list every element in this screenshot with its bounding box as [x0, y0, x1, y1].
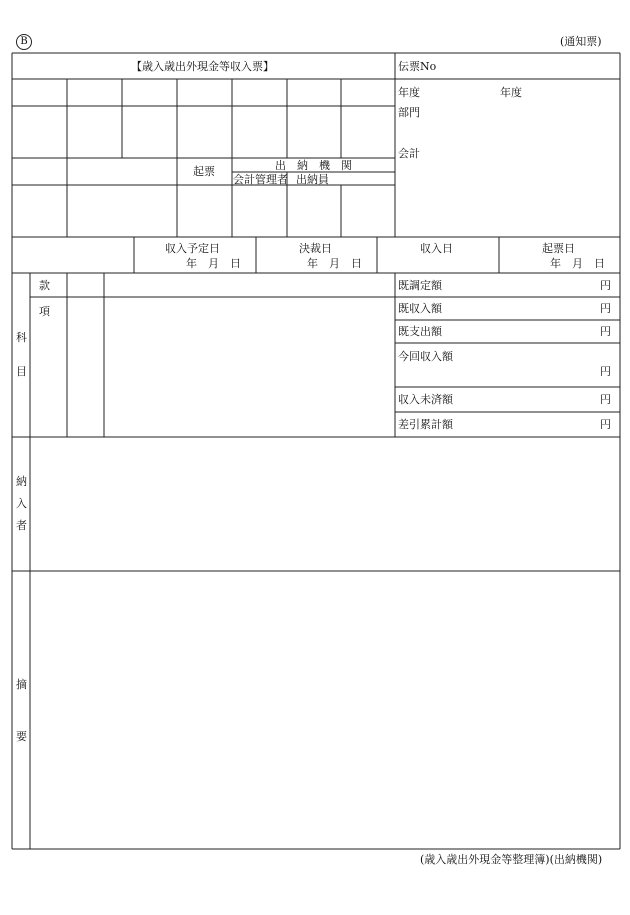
- yen-unit: 円: [600, 325, 611, 338]
- kou-label: 項: [39, 305, 50, 318]
- department-label: 部門: [398, 106, 420, 119]
- planned-date-label: 収入予定日: [165, 242, 220, 255]
- yen-unit: 円: [600, 279, 611, 292]
- amount-label-kishishutsu: 既支出額: [398, 325, 442, 338]
- kamoku-char-1: 科: [16, 331, 27, 344]
- amount-label-kishuunyuu: 既収入額: [398, 302, 442, 315]
- fiscal-year-label: 年度: [398, 86, 420, 99]
- amount-label-konkai: 今回収入額: [398, 350, 453, 363]
- approval-date-ymd: 年 月 日: [307, 257, 362, 270]
- kan-label: 款: [39, 279, 50, 292]
- slip-no-label: 伝票No: [398, 60, 437, 73]
- receipt-date-label: 収入日: [420, 242, 453, 255]
- summary-char-2: 要: [16, 730, 27, 743]
- fiscal-year-label-2: 年度: [500, 86, 522, 99]
- form-title: 【歳入歳出外現金等収入票】: [131, 60, 274, 73]
- payer-char-1: 納: [16, 475, 27, 488]
- yen-unit: 円: [600, 302, 611, 315]
- kihyo-label: 起票: [193, 165, 215, 178]
- summary-char-1: 摘: [16, 678, 27, 691]
- approval-date-label: 決裁日: [299, 242, 332, 255]
- amount-label-kichoutei: 既調定額: [398, 279, 442, 292]
- amount-label-misai: 収入未済額: [398, 393, 453, 406]
- footer-note: (歳入歳出外現金等整理簿)(出納機関): [420, 853, 603, 866]
- yen-unit: 円: [600, 365, 611, 378]
- planned-date-ymd: 年 月 日: [186, 257, 241, 270]
- suitouin-label: 出納員: [296, 173, 329, 186]
- kaikei-kanrisha-label: 会計管理者: [233, 173, 288, 186]
- amount-label-sashihiki: 差引累計額: [398, 418, 453, 431]
- yen-unit: 円: [600, 418, 611, 431]
- payer-char-2: 入: [16, 497, 27, 510]
- kamoku-char-2: 目: [16, 365, 27, 378]
- notice-label: (通知票): [560, 35, 602, 48]
- issue-date-label: 起票日: [542, 242, 575, 255]
- payer-char-3: 者: [16, 519, 27, 532]
- issue-date-ymd: 年 月 日: [550, 257, 605, 270]
- circle-b-mark: B: [16, 34, 32, 50]
- accounting-label: 会計: [398, 147, 420, 160]
- yen-unit: 円: [600, 393, 611, 406]
- suitou-kikan-label: 出 納 機 関: [275, 159, 352, 172]
